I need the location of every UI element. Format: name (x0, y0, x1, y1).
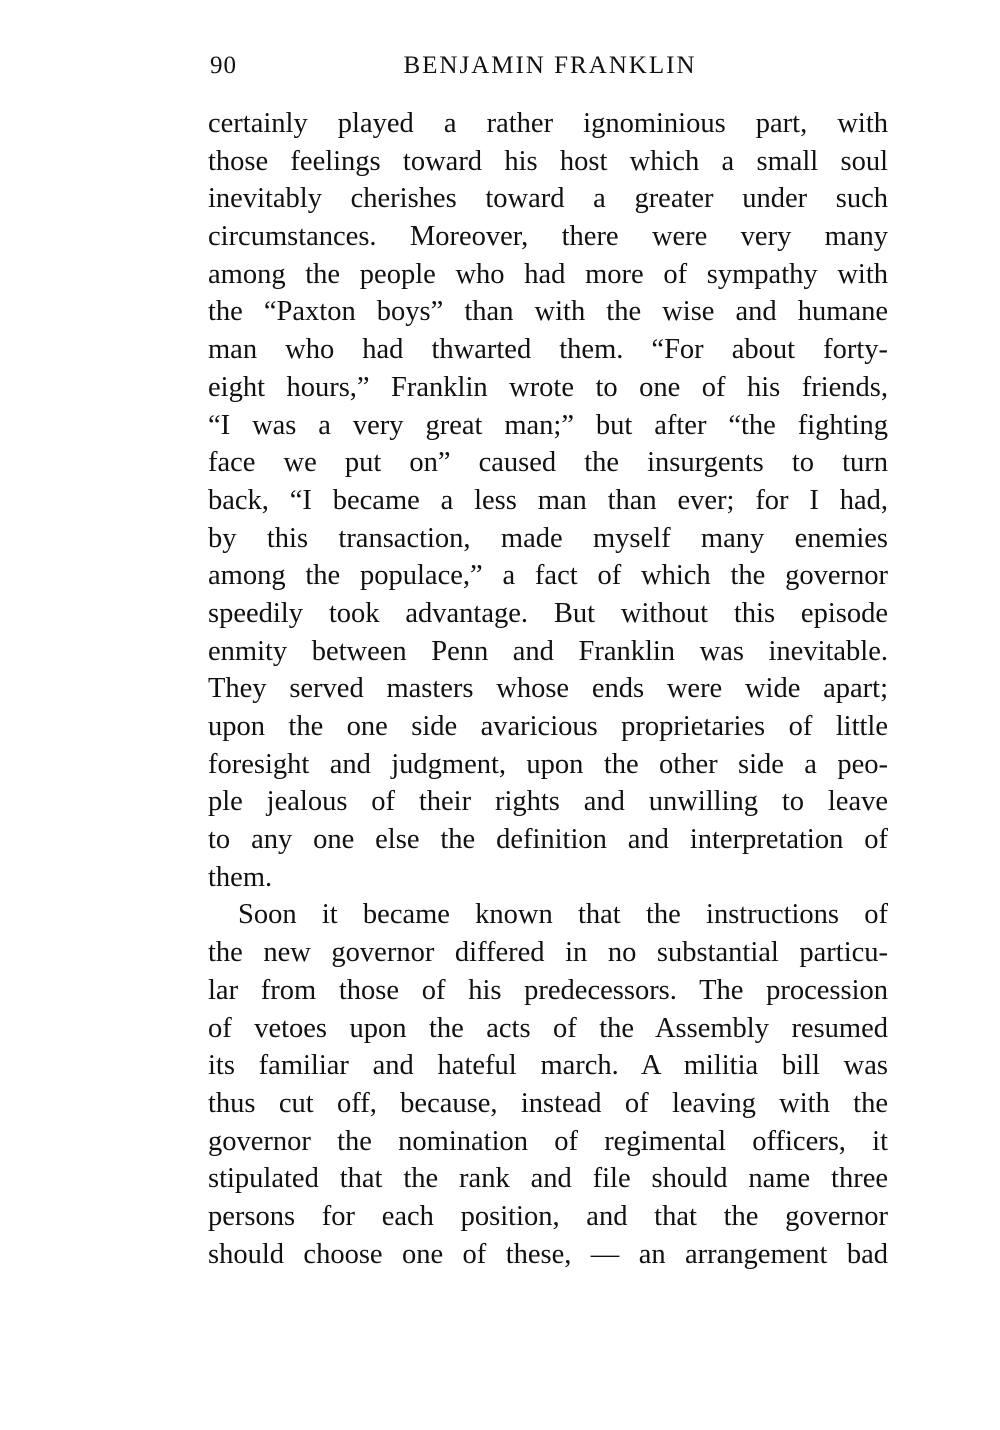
body-text (208, 105, 888, 1273)
text-line: among the populace,” a fact of which the governor (208, 560, 888, 592)
text-line: certainly played a rather ignominious part, with (208, 108, 888, 139)
text-line: Soon it became known that the instructions of (238, 899, 888, 931)
text-line: those feelings toward his host which a small soul (208, 145, 888, 177)
text-line: ple jealous of their rights and unwilling to leave (208, 786, 888, 818)
text-line: eight hours,” Franklin wrote to one of his friends, (208, 371, 888, 403)
text-line: foresight and judgment, upon the other side a peo- (208, 748, 888, 780)
text-line: governor the nomination of regimental officers, it (208, 1125, 888, 1157)
text-line: should choose one of these, — an arrangement bad (208, 1238, 888, 1270)
running-title: BENJAMIN FRANKLIN (403, 52, 697, 79)
text-line: back, “I became a less man than ever; for I had, (208, 484, 888, 516)
text-line: circumstances. Moreover, there were very many (208, 221, 888, 253)
text-line: face we put on” caused the insurgents to turn (208, 447, 888, 479)
text-line: them. (208, 861, 273, 893)
text-line: “I was a very great man;” but after “the fighting (208, 409, 888, 441)
text-line: enmity between Penn and Franklin was inevitable. (208, 635, 888, 667)
text-line: to any one else the definition and interpretation of (208, 824, 888, 856)
text-line: its familiar and hateful march. A militia bill was (208, 1050, 888, 1082)
text-line: speedily took advantage. But without this episode (208, 597, 888, 629)
text-line: of vetoes upon the acts of the Assembly resumed (208, 1012, 888, 1044)
text-line: thus cut off, because, instead of leaving with the (208, 1087, 888, 1119)
text-line: the new governor differed in no substantial particu- (208, 937, 888, 969)
text-line: among the people who had more of sympathy with (208, 258, 888, 290)
text-line: man who had thwarted them. “For about forty- (208, 334, 888, 366)
text-line: stipulated that the rank and file should name three (208, 1163, 888, 1195)
text-line: the “Paxton boys” than with the wise and humane (208, 296, 888, 328)
text-line: lar from those of his predecessors. The procession (208, 974, 888, 1006)
text-line: upon the one side avaricious proprietaries of little (208, 711, 888, 742)
paragraph-2 (208, 896, 888, 1273)
running-head (210, 52, 890, 86)
text-line: persons for each position, and that the governor (208, 1200, 888, 1232)
text-line: by this transaction, made myself many enemies (208, 522, 888, 554)
text-line: They served masters whose ends were wide apart; (208, 673, 888, 705)
page-number: 90 (210, 52, 237, 79)
paragraph-1 (208, 105, 888, 896)
text-line: inevitably cherishes toward a greater under such (208, 183, 888, 215)
